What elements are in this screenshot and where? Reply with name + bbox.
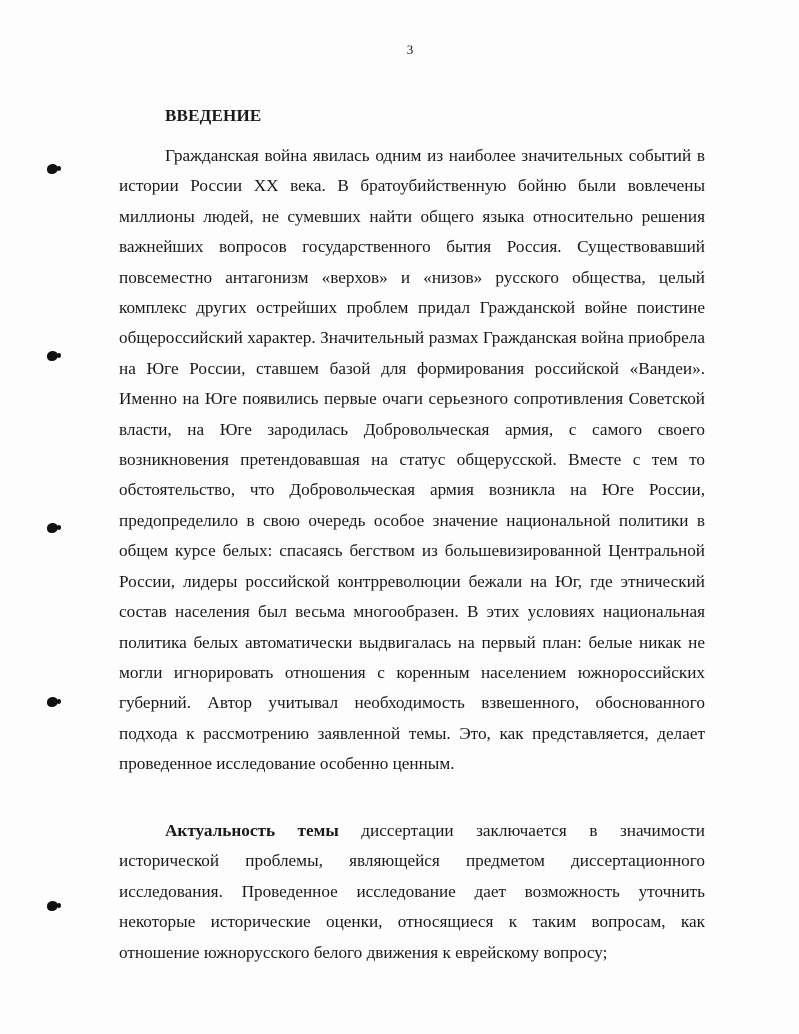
relevance-term: Актуальность темы — [165, 821, 339, 840]
punch-hole-mark — [47, 901, 58, 911]
punch-hole-mark — [47, 351, 58, 361]
relevance-text: диссертации заключается в значимости исторической проблемы, являющейся предметом диссертационного исследования. Проведенное исследование дает возможность уточнить некоторые исторические оценки, относящиеся к таким вопросам, как отношение южнорусского белого движения к еврейскому вопросу; — [119, 821, 705, 962]
section-heading: ВВЕДЕНИЕ — [165, 106, 262, 125]
intro-paragraph: Гражданская война явилась одним из наиболее значительных событий в истории России XX века. В братоубийственную бойню были вовлечены миллионы людей, не сумевших найти общего языка относительно решения важнейших вопросов государственного бытия Россия. Существовавший повсеместно антагонизм «верхов» и «низов» русского общества, целый комплекс других острейших проблем придал Гражданской войне поистине общероссийский характер. Значительный размах Гражданская война приобрела на Юге России, ставшем базой для формирования российской «Вандеи». Именно на Юге появились первые очаги серьезного сопротивления Советской власти, на Юге зародилась Добровольческая армия, с самого своего возникновения претендовавшая на статус общерусской. Вместе с тем то обстоятельство, что Добровольческая армия возникла на Юге России, предопределило в свою очередь особое значение национальной политики в общем курсе белых: спасаясь бегством из большевизированной Центральной России, лидеры российской контрреволюции бежали на Юг, где этнический состав населения был весьма многообразен. В этих условиях национальная политика белых автоматически выдвигалась на первый план: белые никак не могли игнорировать отношения с коренным населением южнороссийских губерний. Автор учитывал необходимость взвешенного, обоснованного подхода к рассмотрению заявленной темы. Это, как представляется, делает проведенное исследование особенно ценным. — [119, 146, 705, 774]
relevance-paragraph — [119, 816, 705, 968]
punch-hole-mark — [47, 164, 58, 174]
punch-hole-mark — [47, 697, 58, 707]
punch-hole-mark — [47, 523, 58, 533]
page-number: 3 — [406, 42, 414, 57]
